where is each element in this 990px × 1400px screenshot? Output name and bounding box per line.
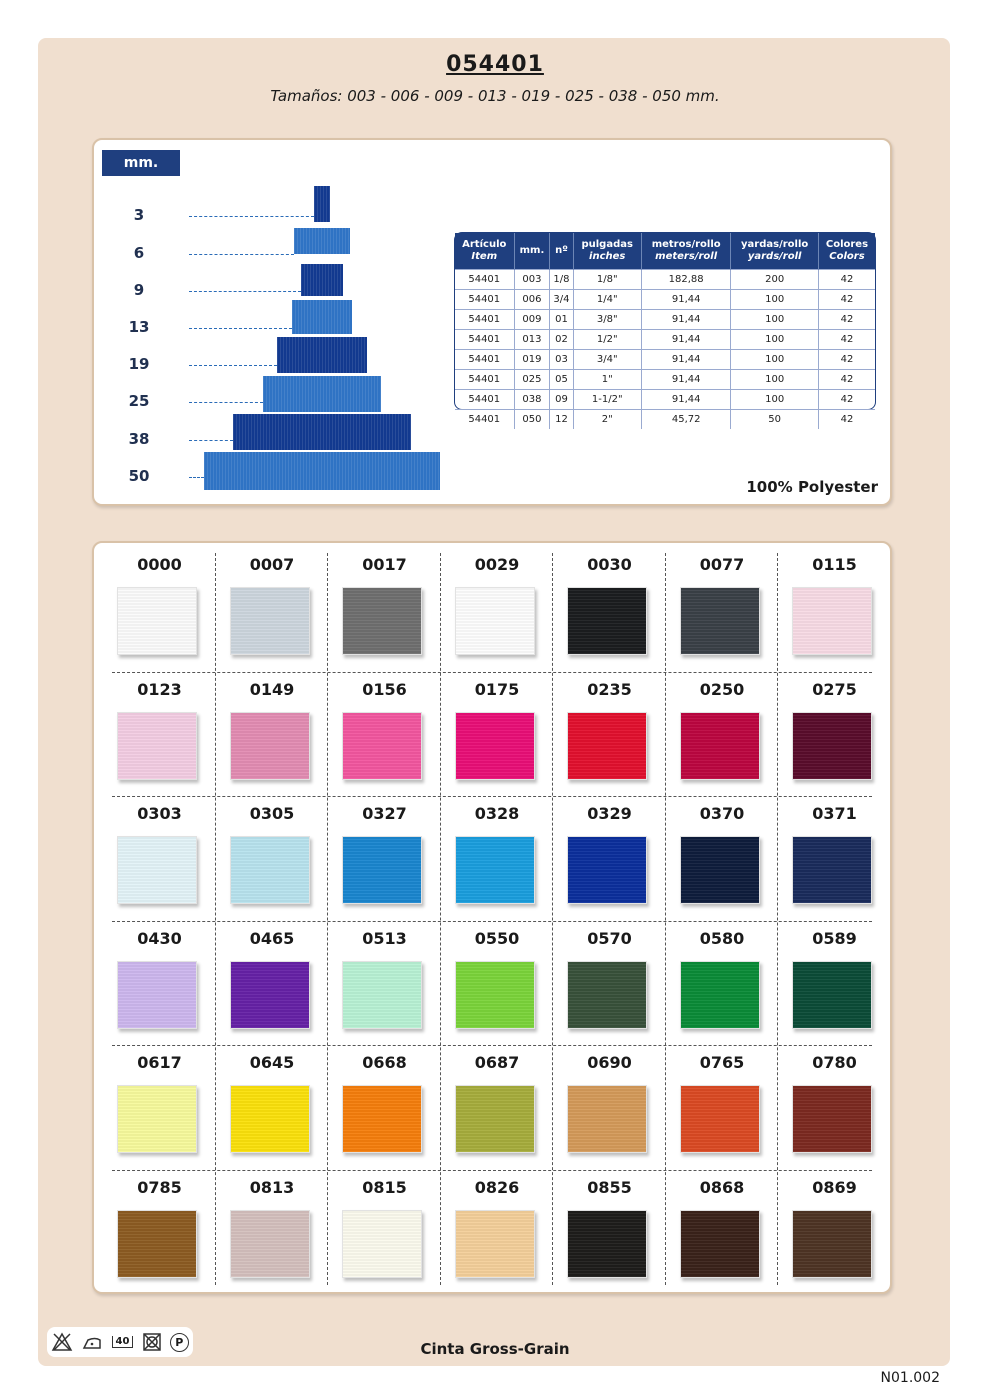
- swatch-color-chip: [567, 1085, 647, 1153]
- spec-col-header-en: inches: [589, 251, 626, 262]
- swatch-0869: [779, 1172, 890, 1296]
- spec-cell: 100: [731, 290, 818, 310]
- swatch-code: 0305: [249, 804, 295, 823]
- ribbon-size-3: [314, 186, 330, 222]
- swatch-code: 0855: [587, 1177, 632, 1197]
- swatch-0329: [554, 798, 665, 922]
- spec-table-body: [455, 270, 875, 430]
- swatch-color-chip: [792, 1210, 872, 1278]
- swatch-color-chip: [455, 1085, 535, 1153]
- swatch-0030: [554, 549, 665, 673]
- swatch-0580: [667, 923, 778, 1047]
- swatch-code: 0371: [812, 804, 857, 823]
- swatch-color-chip: [342, 587, 422, 655]
- ribbon-size-6: [294, 228, 350, 254]
- swatch-0765: [667, 1047, 778, 1171]
- spec-cell: 038: [514, 390, 550, 410]
- size-guide-line: [189, 328, 292, 329]
- swatch-0815: [329, 1172, 440, 1296]
- swatch-0275: [779, 674, 890, 798]
- swatch-0123: [104, 674, 215, 798]
- swatch-0305: [217, 798, 328, 922]
- grid-divider-vertical: [552, 553, 553, 1285]
- swatch-color-chip: [230, 1085, 310, 1153]
- spec-cell: 1/4": [573, 290, 641, 310]
- size-label-50: 50: [128, 467, 150, 485]
- swatch-code: 0550: [474, 928, 520, 948]
- spec-cell: 050: [514, 410, 550, 430]
- spec-col-header-en: Item: [471, 251, 498, 262]
- spec-cell: 009: [514, 310, 550, 330]
- spec-cell: 12: [550, 410, 573, 430]
- spec-cell: 1/8": [573, 270, 641, 290]
- spec-cell: 3/4: [550, 290, 573, 310]
- spec-cell: 42: [818, 350, 875, 370]
- swatch-0780: [779, 1047, 890, 1171]
- swatch-code: 0815: [362, 1177, 407, 1197]
- size-guide-line: [189, 477, 204, 478]
- swatch-code: 0826: [474, 1177, 520, 1197]
- swatch-0813: [217, 1172, 328, 1296]
- swatch-code: 0580: [699, 928, 745, 948]
- swatch-color-chip: [680, 1210, 760, 1278]
- grid-divider-horizontal: [112, 1170, 872, 1171]
- swatch-color-chip: [792, 836, 872, 904]
- spec-cell: 200: [731, 270, 818, 290]
- grid-divider-vertical: [665, 553, 666, 1285]
- spec-col-header-en: yards/roll: [747, 251, 802, 262]
- swatch-code: 0645: [249, 1053, 295, 1072]
- spec-col-header-es: mm.: [519, 245, 545, 256]
- spec-col-header: [573, 233, 641, 270]
- swatch-code: 0329: [587, 804, 632, 823]
- grid-divider-vertical: [777, 553, 778, 1285]
- spec-col-header: [641, 233, 731, 270]
- ribbon-size-38: [233, 414, 411, 450]
- spec-cell: 1": [573, 370, 641, 390]
- swatch-color-chip: [342, 836, 422, 904]
- spec-cell: 3/8": [573, 310, 641, 330]
- swatch-0785: [104, 1172, 215, 1296]
- spec-cell: 100: [731, 310, 818, 330]
- swatch-code: 0868: [699, 1177, 745, 1197]
- product-name: Cinta Gross-Grain: [420, 1340, 570, 1358]
- spec-cell: 2": [573, 410, 641, 430]
- swatch-0303: [104, 798, 215, 922]
- swatch-code: 0328: [474, 804, 520, 823]
- swatch-0868: [667, 1172, 778, 1296]
- p-circle-icon: P: [170, 1333, 189, 1352]
- swatch-0645: [217, 1047, 328, 1171]
- swatch-color-chip: [792, 712, 872, 780]
- spec-cell: 1-1/2": [573, 390, 641, 410]
- swatch-0687: [442, 1047, 553, 1171]
- spec-col-header: [818, 233, 875, 270]
- swatch-0690: [554, 1047, 665, 1171]
- swatch-color-chip: [680, 1085, 760, 1153]
- size-label-19: 19: [128, 355, 150, 373]
- material-label: 100% Polyester: [746, 478, 878, 496]
- size-label-25: 25: [128, 392, 150, 410]
- swatch-code: 0250: [699, 679, 745, 699]
- size-guide-line: [189, 365, 277, 366]
- spec-cell: 42: [818, 370, 875, 390]
- swatch-0855: [554, 1172, 665, 1296]
- spec-cell: 91,44: [641, 290, 731, 310]
- spec-cell: 91,44: [641, 370, 731, 390]
- swatch-color-chip: [230, 1210, 310, 1278]
- swatch-0077: [667, 549, 778, 673]
- spec-col-header-es: metros/rollo: [651, 239, 721, 250]
- swatch-color-chip: [455, 1210, 535, 1278]
- spec-cell: 02: [550, 330, 573, 350]
- ribbon-size-50: [204, 452, 440, 490]
- specs-panel: [92, 138, 892, 506]
- spec-cell: 013: [514, 330, 550, 350]
- swatch-color-chip: [117, 1085, 197, 1153]
- spec-cell: 100: [731, 330, 818, 350]
- spec-cell: 91,44: [641, 330, 731, 350]
- swatch-code: 0123: [137, 679, 182, 699]
- swatch-color-chip: [455, 712, 535, 780]
- spec-cell: 05: [550, 370, 573, 390]
- swatch-color-chip: [342, 1085, 422, 1153]
- spec-row: [455, 390, 875, 410]
- size-label-3: 3: [133, 206, 145, 224]
- spec-cell: 03: [550, 350, 573, 370]
- swatch-0175: [442, 674, 553, 798]
- swatch-color-chip: [567, 587, 647, 655]
- grid-divider-vertical: [327, 553, 328, 1285]
- swatch-0327: [329, 798, 440, 922]
- swatch-0550: [442, 923, 553, 1047]
- spec-cell: 100: [731, 350, 818, 370]
- color-swatch-panel: [92, 541, 892, 1294]
- spec-row: [455, 290, 875, 310]
- spec-cell: 54401: [455, 330, 514, 350]
- ribbon-size-9: [301, 264, 343, 296]
- ribbon-size-25: [263, 376, 381, 412]
- swatch-code: 0780: [812, 1053, 857, 1072]
- swatch-code: 0430: [137, 928, 182, 948]
- spec-table-header: [455, 233, 875, 270]
- spec-row: [455, 350, 875, 370]
- spec-cell: 100: [731, 370, 818, 390]
- spec-cell: 3/4": [573, 350, 641, 370]
- swatch-code: 0765: [699, 1053, 745, 1072]
- swatch-color-chip: [455, 587, 535, 655]
- swatch-0513: [329, 923, 440, 1047]
- grid-divider-horizontal: [112, 1045, 872, 1046]
- spec-col-header: [550, 233, 573, 270]
- swatch-0235: [554, 674, 665, 798]
- spec-col-header-es: Artículo: [462, 239, 507, 250]
- spec-cell: 91,44: [641, 350, 731, 370]
- swatch-code: 0690: [587, 1053, 632, 1072]
- spec-cell: 54401: [455, 290, 514, 310]
- swatch-code: 0156: [362, 679, 407, 699]
- spec-cell: 54401: [455, 410, 514, 430]
- swatch-code: 0570: [587, 928, 632, 948]
- swatch-code: 0030: [587, 555, 632, 574]
- size-guide-line: [189, 216, 314, 217]
- spec-col-header-es: pulgadas: [581, 239, 633, 250]
- swatch-code: 0017: [362, 555, 407, 574]
- spec-row: [455, 270, 875, 290]
- swatch-color-chip: [792, 587, 872, 655]
- spec-row: [455, 370, 875, 390]
- swatch-color-chip: [680, 587, 760, 655]
- swatch-0250: [667, 674, 778, 798]
- swatch-0826: [442, 1172, 553, 1296]
- swatch-0149: [217, 674, 328, 798]
- swatch-0570: [554, 923, 665, 1047]
- swatch-code: 0149: [249, 679, 295, 699]
- swatch-color-chip: [567, 961, 647, 1029]
- spec-cell: 45,72: [641, 410, 731, 430]
- unit-header: mm.: [102, 150, 180, 176]
- swatch-0465: [217, 923, 328, 1047]
- swatch-code: 0617: [137, 1053, 182, 1072]
- spec-cell: 54401: [455, 370, 514, 390]
- swatch-color-chip: [455, 961, 535, 1029]
- swatch-0617: [104, 1047, 215, 1171]
- spec-col-header-es: Colores: [825, 239, 869, 250]
- swatch-code: 0589: [812, 928, 857, 948]
- swatch-color-chip: [117, 836, 197, 904]
- swatch-0371: [779, 798, 890, 922]
- size-guide-line: [189, 291, 301, 292]
- grid-divider-vertical: [215, 553, 216, 1285]
- swatch-code: 0687: [474, 1053, 520, 1072]
- spec-cell: 50: [731, 410, 818, 430]
- spec-cell: 025: [514, 370, 550, 390]
- size-label-13: 13: [128, 318, 150, 336]
- swatch-code: 0465: [249, 928, 295, 948]
- spec-col-header-es: yardas/rollo: [741, 239, 809, 250]
- swatch-color-chip: [117, 1210, 197, 1278]
- swatch-code: 0869: [812, 1177, 857, 1197]
- swatch-color-chip: [680, 961, 760, 1029]
- spec-col-header: [731, 233, 818, 270]
- swatch-code: 0007: [249, 555, 295, 574]
- swatch-0430: [104, 923, 215, 1047]
- spec-cell: 09: [550, 390, 573, 410]
- swatch-color-chip: [342, 961, 422, 1029]
- spec-cell: 42: [818, 310, 875, 330]
- swatch-0668: [329, 1047, 440, 1171]
- swatch-code: 0668: [362, 1053, 407, 1072]
- swatch-0017: [329, 549, 440, 673]
- spec-table: [454, 232, 876, 425]
- swatch-code: 0513: [362, 928, 407, 948]
- spec-cell: 003: [514, 270, 550, 290]
- spec-cell: 54401: [455, 350, 514, 370]
- swatch-0328: [442, 798, 553, 922]
- grid-divider-horizontal: [112, 796, 872, 797]
- swatch-code: 0327: [362, 804, 407, 823]
- swatch-color-chip: [567, 1210, 647, 1278]
- swatch-color-chip: [230, 836, 310, 904]
- swatch-color-chip: [567, 836, 647, 904]
- spec-cell: 01: [550, 310, 573, 330]
- swatch-code: 0813: [249, 1177, 295, 1197]
- swatch-0000: [104, 549, 215, 673]
- swatch-code: 0275: [812, 679, 857, 699]
- ribbon-size-13: [292, 300, 352, 334]
- swatch-code: 0077: [699, 555, 745, 574]
- spec-col-header: [514, 233, 550, 270]
- spec-cell: 019: [514, 350, 550, 370]
- grid-divider-vertical: [440, 553, 441, 1285]
- swatch-color-chip: [342, 712, 422, 780]
- spec-cell: 42: [818, 270, 875, 290]
- spec-cell: 1/8: [550, 270, 573, 290]
- spec-cell: 54401: [455, 310, 514, 330]
- swatch-color-chip: [680, 712, 760, 780]
- swatch-color-chip: [792, 961, 872, 1029]
- ribbon-size-19: [277, 337, 367, 373]
- spec-cell: 100: [731, 390, 818, 410]
- grid-divider-horizontal: [112, 672, 872, 673]
- spec-cell: 54401: [455, 270, 514, 290]
- spec-cell: 42: [818, 390, 875, 410]
- spec-cell: 54401: [455, 390, 514, 410]
- swatch-code: 0115: [812, 555, 857, 574]
- size-guide-line: [189, 254, 294, 255]
- spec-row: [455, 310, 875, 330]
- swatch-color-chip: [117, 961, 197, 1029]
- size-label-9: 9: [133, 281, 145, 299]
- page-code: N01.002: [880, 1370, 940, 1386]
- swatch-code: 0029: [474, 555, 520, 574]
- spec-col-header-en: meters/roll: [655, 251, 718, 262]
- spec-col-header-en: Colors: [829, 251, 865, 262]
- swatch-0007: [217, 549, 328, 673]
- wash-40-icon: 40: [112, 1336, 134, 1348]
- swatch-code: 0000: [137, 555, 182, 574]
- spec-cell: 1/2": [573, 330, 641, 350]
- spec-cell: 42: [818, 330, 875, 350]
- swatch-0115: [779, 549, 890, 673]
- swatch-code: 0370: [699, 804, 745, 823]
- spec-row: [455, 410, 875, 430]
- swatch-color-chip: [117, 712, 197, 780]
- swatch-0156: [329, 674, 440, 798]
- swatch-color-chip: [230, 961, 310, 1029]
- size-guide-line: [189, 402, 263, 403]
- swatch-color-chip: [230, 712, 310, 780]
- grid-divider-horizontal: [112, 921, 872, 922]
- spec-col-header-es: nº: [555, 245, 568, 256]
- swatch-0370: [667, 798, 778, 922]
- page-title: 054401: [446, 52, 544, 77]
- spec-cell: 006: [514, 290, 550, 310]
- size-label-38: 38: [128, 430, 150, 448]
- spec-cell: 91,44: [641, 310, 731, 330]
- spec-cell: 182,88: [641, 270, 731, 290]
- swatch-color-chip: [455, 836, 535, 904]
- swatch-0029: [442, 549, 553, 673]
- swatch-code: 0303: [137, 804, 182, 823]
- spec-cell: 42: [818, 410, 875, 430]
- spec-cell: 42: [818, 290, 875, 310]
- sizes-subtitle: Tamaños: 003 - 006 - 009 - 013 - 019 - 025 - 038 - 050 mm.: [270, 87, 720, 105]
- swatch-color-chip: [342, 1210, 422, 1278]
- size-label-6: 6: [133, 244, 145, 262]
- swatch-color-chip: [230, 587, 310, 655]
- swatch-color-chip: [567, 712, 647, 780]
- swatch-color-chip: [792, 1085, 872, 1153]
- swatch-color-chip: [680, 836, 760, 904]
- swatch-color-chip: [117, 587, 197, 655]
- swatch-0589: [779, 923, 890, 1047]
- swatch-code: 0235: [587, 679, 632, 699]
- spec-col-header: [455, 233, 514, 270]
- swatch-code: 0175: [474, 679, 520, 699]
- swatch-code: 0785: [137, 1177, 182, 1197]
- spec-cell: 91,44: [641, 390, 731, 410]
- spec-row: [455, 330, 875, 350]
- size-guide-line: [189, 440, 233, 441]
